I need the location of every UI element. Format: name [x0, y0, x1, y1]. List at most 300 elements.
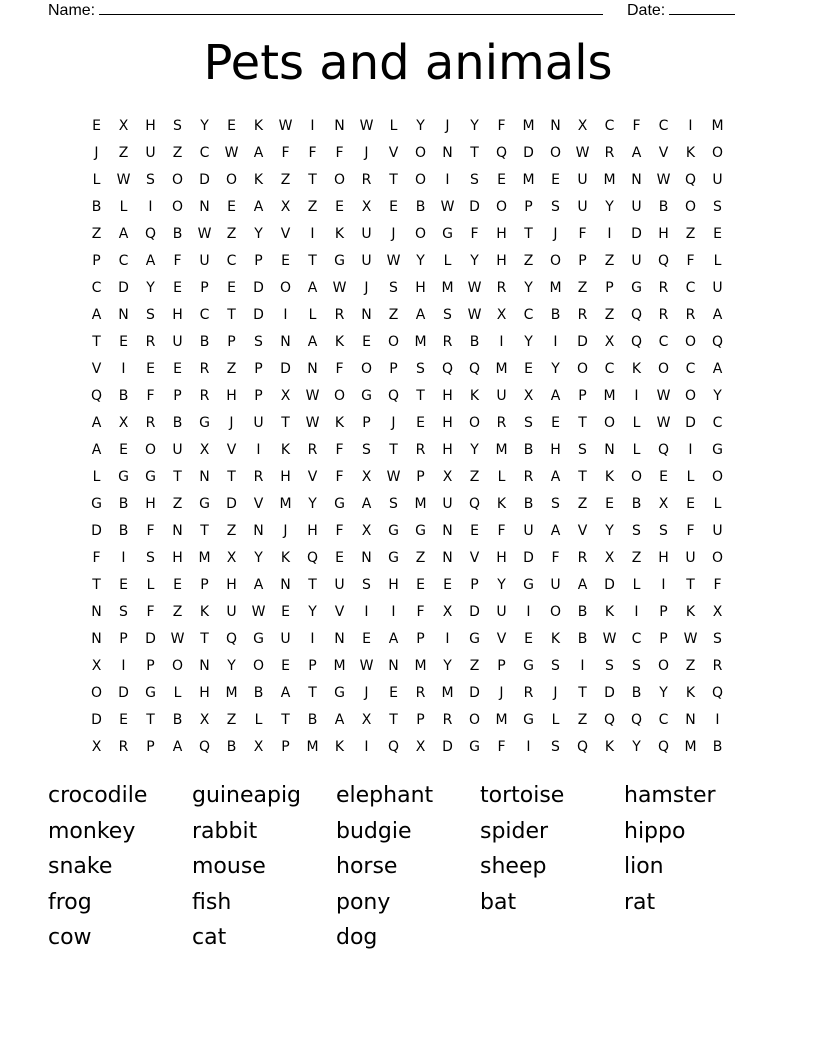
grid-letter: L	[443, 252, 452, 269]
grid-row	[83, 301, 733, 328]
grid-letter: P	[254, 252, 263, 269]
grid-letter: E	[119, 333, 128, 350]
grid-letter: G	[388, 522, 399, 539]
grid-letter: I	[121, 549, 126, 566]
grid-letter: S	[551, 495, 560, 512]
grid-letter: O	[279, 279, 292, 296]
grid-letter: V	[469, 549, 480, 566]
grid-letter: M	[495, 360, 508, 377]
grid-letter: W	[386, 468, 401, 485]
grid-letter: O	[603, 414, 616, 431]
grid-letter: N	[91, 630, 102, 647]
grid-letter: Y	[551, 360, 560, 377]
grid-letter: L	[551, 711, 560, 728]
grid-letter: K	[253, 117, 264, 134]
grid-letter: U	[496, 387, 507, 404]
grid-letter: M	[225, 684, 238, 701]
word-list-item: rabbit	[192, 818, 258, 844]
grid-letter: M	[414, 495, 427, 512]
grid-letter: O	[711, 549, 724, 566]
grid-letter: W	[305, 414, 320, 431]
grid-letter: V	[388, 144, 399, 161]
grid-letter: Q	[495, 144, 508, 161]
grid-letter: P	[119, 630, 128, 647]
grid-row	[83, 166, 733, 193]
grid-letter: X	[361, 711, 372, 728]
grid-letter: F	[416, 603, 425, 620]
grid-letter: Q	[684, 171, 697, 188]
grid-letter: X	[253, 738, 264, 755]
date-field	[627, 0, 735, 20]
grid-letter: T	[578, 414, 587, 431]
grid-letter: T	[308, 171, 317, 188]
grid-letter: X	[496, 306, 507, 323]
grid-letter: K	[604, 468, 615, 485]
grid-letter: B	[118, 522, 129, 539]
grid-letter: E	[173, 576, 182, 593]
grid-letter: Z	[577, 711, 588, 728]
grid-letter: R	[712, 657, 723, 674]
grid-letter: O	[684, 198, 697, 215]
grid-letter: O	[414, 225, 427, 242]
grid-row	[83, 571, 733, 598]
grid-letter: Y	[659, 684, 668, 701]
grid-letter: G	[253, 630, 264, 647]
grid-letter: L	[713, 495, 722, 512]
grid-letter: Z	[280, 171, 291, 188]
grid-letter: E	[605, 495, 614, 512]
grid-letter: U	[145, 144, 156, 161]
grid-letter: Z	[469, 468, 480, 485]
grid-letter: H	[145, 495, 156, 512]
grid-letter: W	[251, 603, 266, 620]
grid-letter: M	[414, 333, 427, 350]
grid-letter: N	[280, 576, 291, 593]
grid-letter: M	[414, 657, 427, 674]
grid-letter: T	[227, 468, 236, 485]
grid-letter: I	[445, 630, 450, 647]
grid-letter: X	[658, 495, 669, 512]
name-label: Name:	[48, 2, 96, 19]
grid-letter: A	[253, 144, 264, 161]
grid-letter: Z	[172, 495, 183, 512]
word-list-item: crocodile	[48, 783, 148, 808]
grid-letter: S	[713, 630, 722, 647]
grid-letter: D	[523, 144, 534, 161]
grid-letter: X	[118, 117, 129, 134]
grid-letter: I	[688, 441, 693, 458]
grid-letter: T	[200, 630, 209, 647]
grid-letter: Y	[470, 441, 479, 458]
grid-row	[83, 436, 733, 463]
grid-letter: B	[307, 711, 318, 728]
grid-letter: K	[334, 333, 345, 350]
grid-letter: L	[92, 171, 101, 188]
grid-letter: U	[523, 522, 534, 539]
grid-letter: P	[416, 630, 425, 647]
grid-letter: Q	[711, 684, 724, 701]
grid-letter: I	[310, 630, 315, 647]
grid-letter: E	[335, 549, 344, 566]
grid-row	[83, 328, 733, 355]
grid-letter: F	[173, 252, 182, 269]
grid-letter: Z	[118, 144, 129, 161]
grid-letter: P	[254, 360, 263, 377]
grid-letter: R	[253, 468, 264, 485]
grid-letter: T	[578, 468, 587, 485]
grid-letter: Q	[441, 360, 454, 377]
grid-letter: G	[388, 549, 399, 566]
grid-letter: I	[634, 387, 639, 404]
grid-letter: G	[712, 441, 723, 458]
grid-letter: D	[118, 684, 129, 701]
grid-letter: N	[442, 522, 453, 539]
grid-letter: J	[553, 225, 558, 242]
grid-letter: W	[386, 252, 401, 269]
grid-letter: K	[550, 630, 561, 647]
grid-letter: J	[229, 414, 234, 431]
grid-letter: N	[631, 171, 642, 188]
grid-letter: P	[659, 603, 668, 620]
grid-letter: N	[199, 468, 210, 485]
grid-letter: R	[658, 279, 669, 296]
grid-letter: O	[711, 144, 724, 161]
grid-letter: O	[468, 414, 481, 431]
grid-letter: O	[684, 333, 697, 350]
grid-letter: E	[497, 171, 506, 188]
grid-letter: H	[442, 387, 453, 404]
grid-letter: W	[224, 144, 239, 161]
grid-letter: B	[577, 603, 588, 620]
grid-letter: E	[551, 414, 560, 431]
worksheet-header	[0, 0, 816, 20]
grid-letter: I	[688, 117, 693, 134]
grid-letter: Q	[630, 306, 643, 323]
grid-letter: O	[171, 198, 184, 215]
grid-letter: P	[92, 252, 101, 269]
grid-letter: O	[360, 360, 373, 377]
grid-letter: H	[388, 576, 399, 593]
grid-letter: R	[361, 171, 372, 188]
grid-letter: D	[469, 198, 480, 215]
grid-letter: K	[334, 738, 345, 755]
grid-letter: R	[496, 414, 507, 431]
grid-letter: M	[495, 711, 508, 728]
grid-letter: M	[495, 441, 508, 458]
grid-letter: O	[414, 171, 427, 188]
grid-letter: L	[389, 117, 398, 134]
grid-letter: L	[146, 576, 155, 593]
grid-letter: N	[118, 306, 129, 323]
grid-letter: S	[551, 738, 560, 755]
grid-letter: C	[658, 711, 669, 728]
grid-letter: E	[659, 468, 668, 485]
grid-letter: C	[199, 306, 210, 323]
grid-letter: D	[685, 414, 696, 431]
grid-letter: A	[145, 252, 156, 269]
grid-letter: X	[523, 387, 534, 404]
grid-letter: A	[388, 630, 399, 647]
grid-letter: X	[280, 198, 291, 215]
grid-letter: I	[121, 657, 126, 674]
grid-letter: W	[656, 387, 671, 404]
grid-letter: U	[712, 279, 723, 296]
grid-letter: X	[91, 738, 102, 755]
grid-letter: R	[199, 387, 210, 404]
grid-letter: Y	[416, 117, 425, 134]
grid-letter: L	[713, 252, 722, 269]
grid-letter: Y	[632, 738, 641, 755]
grid-letter: K	[334, 414, 345, 431]
grid-letter: F	[308, 144, 317, 161]
grid-letter: T	[686, 576, 695, 593]
grid-letter: I	[526, 738, 531, 755]
grid-letter: P	[578, 387, 587, 404]
grid-letter: L	[632, 441, 641, 458]
grid-letter: T	[470, 144, 479, 161]
grid-letter: F	[335, 522, 344, 539]
grid-letter: C	[604, 117, 615, 134]
grid-row	[83, 220, 733, 247]
grid-letter: K	[604, 738, 615, 755]
grid-letter: E	[119, 711, 128, 728]
grid-letter: M	[441, 684, 454, 701]
word-list-item: frog	[48, 889, 92, 915]
grid-row	[83, 247, 733, 274]
grid-letter: M	[711, 117, 724, 134]
grid-letter: Q	[657, 252, 670, 269]
grid-letter: F	[335, 360, 344, 377]
grid-letter: S	[551, 198, 560, 215]
grid-letter: E	[227, 198, 236, 215]
grid-letter: X	[226, 549, 237, 566]
grid-letter: A	[280, 684, 291, 701]
grid-letter: S	[578, 441, 587, 458]
grid-letter: B	[658, 198, 669, 215]
grid-letter: V	[91, 360, 102, 377]
grid-letter: P	[605, 279, 614, 296]
grid-letter: R	[496, 279, 507, 296]
grid-letter: A	[253, 198, 264, 215]
grid-letter: Z	[523, 252, 534, 269]
grid-letter: G	[523, 576, 534, 593]
grid-letter: E	[551, 171, 560, 188]
grid-letter: C	[685, 360, 696, 377]
grid-letter: Q	[468, 360, 481, 377]
grid-letter: E	[335, 198, 344, 215]
grid-letter: L	[254, 711, 263, 728]
grid-letter: O	[549, 603, 562, 620]
grid-letter: C	[685, 279, 696, 296]
grid-letter: E	[524, 360, 533, 377]
grid-letter: W	[656, 414, 671, 431]
grid-letter: Z	[577, 495, 588, 512]
grid-letter: M	[522, 117, 535, 134]
grid-letter: Q	[90, 387, 103, 404]
grid-letter: T	[308, 576, 317, 593]
grid-letter: G	[199, 414, 210, 431]
grid-letter: D	[577, 333, 588, 350]
grid-letter: M	[684, 738, 697, 755]
grid-letter: V	[496, 630, 507, 647]
grid-letter: R	[145, 414, 156, 431]
grid-letter: J	[364, 684, 369, 701]
grid-letter: R	[577, 549, 588, 566]
grid-letter: K	[253, 171, 264, 188]
grid-letter: Z	[226, 711, 237, 728]
grid-letter: H	[442, 441, 453, 458]
grid-letter: P	[308, 657, 317, 674]
grid-row	[83, 652, 733, 679]
grid-letter: G	[469, 738, 480, 755]
grid-letter: Z	[226, 522, 237, 539]
grid-letter: P	[470, 576, 479, 593]
word-list-item: cat	[192, 925, 227, 950]
grid-letter: N	[604, 441, 615, 458]
grid-letter: B	[469, 333, 480, 350]
grid-letter: H	[172, 549, 183, 566]
grid-letter: T	[308, 684, 317, 701]
grid-letter: S	[470, 171, 479, 188]
grid-letter: G	[334, 252, 345, 269]
name-blank-line	[99, 0, 603, 15]
word-list-item: mouse	[192, 854, 266, 879]
grid-letter: S	[146, 306, 155, 323]
grid-letter: N	[91, 603, 102, 620]
grid-letter: U	[685, 549, 696, 566]
word-list-item: lion	[624, 854, 664, 879]
grid-letter: E	[389, 684, 398, 701]
grid-letter: P	[362, 414, 371, 431]
grid-letter: F	[497, 738, 506, 755]
grid-row	[83, 355, 733, 382]
word-list-item: pony	[336, 889, 391, 915]
grid-letter: M	[333, 657, 346, 674]
grid-letter: F	[497, 117, 506, 134]
grid-letter: L	[632, 414, 641, 431]
grid-letter: N	[199, 657, 210, 674]
grid-letter: R	[685, 306, 696, 323]
grid-letter: I	[499, 333, 504, 350]
grid-letter: R	[118, 738, 129, 755]
grid-letter: H	[658, 549, 669, 566]
grid-letter: Y	[713, 387, 722, 404]
grid-letter: N	[253, 522, 264, 539]
grid-letter: P	[524, 198, 533, 215]
grid-letter: V	[307, 468, 318, 485]
grid-letter: U	[253, 414, 264, 431]
grid-letter: H	[496, 549, 507, 566]
grid-letter: N	[172, 522, 183, 539]
grid-letter: J	[364, 279, 369, 296]
word-list	[48, 780, 768, 958]
grid-letter: Q	[657, 441, 670, 458]
grid-letter: U	[334, 576, 345, 593]
grid-letter: I	[148, 198, 153, 215]
grid-letter: A	[307, 333, 318, 350]
grid-letter: D	[469, 603, 480, 620]
grid-letter: M	[198, 549, 211, 566]
grid-letter: X	[604, 549, 615, 566]
grid-letter: U	[577, 198, 588, 215]
grid-letter: J	[364, 144, 369, 161]
grid-letter: L	[308, 306, 317, 323]
grid-letter: L	[119, 198, 128, 215]
grid-letter: K	[280, 549, 291, 566]
grid-letter: P	[659, 630, 668, 647]
grid-letter: A	[577, 576, 588, 593]
grid-letter: H	[658, 225, 669, 242]
grid-letter: K	[604, 603, 615, 620]
grid-letter: X	[577, 117, 588, 134]
grid-letter: N	[388, 657, 399, 674]
grid-letter: G	[523, 711, 534, 728]
grid-letter: J	[391, 414, 396, 431]
grid-letter: W	[197, 225, 212, 242]
grid-letter: O	[144, 441, 157, 458]
grid-letter: Z	[172, 603, 183, 620]
grid-letter: D	[253, 306, 264, 323]
grid-letter: E	[173, 360, 182, 377]
grid-letter: T	[146, 711, 155, 728]
grid-letter: H	[172, 306, 183, 323]
grid-letter: O	[549, 144, 562, 161]
grid-letter: A	[550, 468, 561, 485]
grid-letter: S	[443, 306, 452, 323]
grid-letter: C	[658, 333, 669, 350]
grid-letter: X	[199, 441, 210, 458]
grid-letter: F	[335, 144, 344, 161]
grid-letter: V	[280, 225, 291, 242]
grid-letter: Z	[415, 549, 426, 566]
grid-letter: H	[415, 279, 426, 296]
grid-letter: P	[146, 738, 155, 755]
grid-letter: Y	[416, 252, 425, 269]
grid-letter: B	[577, 630, 588, 647]
grid-letter: P	[389, 360, 398, 377]
grid-letter: W	[467, 279, 482, 296]
grid-letter: P	[227, 333, 236, 350]
grid-letter: Q	[657, 738, 670, 755]
grid-letter: R	[523, 684, 534, 701]
grid-letter: H	[307, 522, 318, 539]
grid-letter: D	[604, 684, 615, 701]
grid-letter: I	[715, 711, 720, 728]
grid-letter: M	[522, 171, 535, 188]
grid-letter: O	[333, 171, 346, 188]
grid-letter: W	[170, 630, 185, 647]
grid-letter: U	[712, 171, 723, 188]
grid-letter: I	[445, 171, 450, 188]
grid-letter: E	[416, 414, 425, 431]
grid-letter: O	[711, 468, 724, 485]
grid-letter: X	[199, 711, 210, 728]
grid-letter: S	[659, 522, 668, 539]
grid-letter: Q	[144, 225, 157, 242]
grid-letter: Q	[468, 495, 481, 512]
grid-letter: C	[604, 360, 615, 377]
grid-letter: L	[497, 468, 506, 485]
grid-letter: A	[118, 225, 129, 242]
grid-letter: F	[335, 441, 344, 458]
grid-letter: W	[116, 171, 131, 188]
grid-letter: O	[387, 333, 400, 350]
grid-letter: I	[283, 306, 288, 323]
grid-letter: U	[550, 576, 561, 593]
grid-letter: E	[281, 252, 290, 269]
grid-letter: E	[173, 279, 182, 296]
grid-letter: B	[712, 738, 723, 755]
